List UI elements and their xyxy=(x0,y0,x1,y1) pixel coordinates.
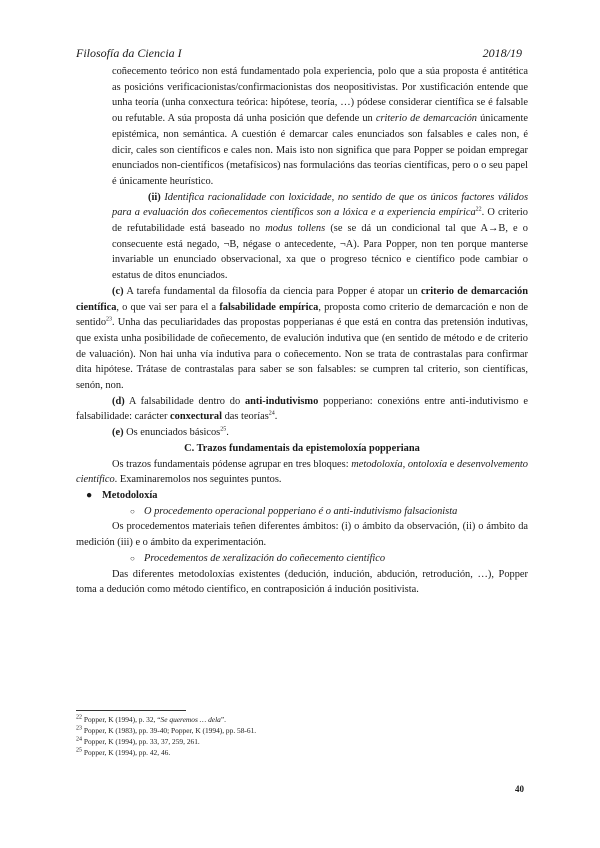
footnote-23: $^{23}$ Popper, K (1983), pp. 39-40; Popper, K (1994), pp. 58-61. xyxy=(76,725,257,735)
footnote-22: $^{22}$ Popper, K (1994), p. 32, “Se queremos … dela”. xyxy=(76,714,226,724)
body-text xyxy=(76,64,528,598)
section-heading: C. Trazos fundamentais da epistemoloxía popperiana xyxy=(184,442,420,454)
footnote-ref-22: 22 xyxy=(475,206,482,213)
footnote-separator xyxy=(76,710,186,711)
subbullet-xeralizacion: ○ Procedementos de xeralización do coñecemento científico xyxy=(76,551,528,567)
footnote-ref-25: 25 xyxy=(220,426,227,433)
paragraph-b1: coñecemento teórico non está fundamentado pola experiencia, polo que a súa proposta é antitética as posicións verificacionistas/confirmacionistas dos neopositivistas. Por xustificación entende que unha teoría (unha conxectura teórica: hipótese, teoría, …) pódese considerar científica se é falsable ou refutable. A súa proposta dá unha posición que defende un criterio de demarcación únicamente epistémica, non semántica. A cuestión é demarcar cales enunciados son falsables e cales non, é dicir, cales son científicos e cales non. Mais isto non significa que para Popper se poidan empregar enunciados non-científicos (metafísicos) nas formulacións das teorías científicas, pero o o seu papel é únicamente heurístico. xyxy=(112,66,528,187)
footnotes xyxy=(76,714,528,758)
header-academic-year: 2018/19 xyxy=(482,46,522,60)
footnote-24: $^{24}$ Popper, K (1994), pp. 33, 37, 259, 261. xyxy=(76,736,200,746)
footnote-ref-23: 23 xyxy=(106,316,113,323)
paragraph-e: (e) Os enunciados básicos$^{25}$. xyxy=(112,426,229,439)
footnote-25: $^{25}$ Popper, K (1994), pp. 42, 46. xyxy=(76,747,171,757)
bullet-dot-icon: ● xyxy=(86,489,93,501)
paragraph-ii: (ii) Identifica racionalidade con loxicidade, no sentido de que os únicos factores válidos para a evaluación dos coñecementos científicos son a lóxica e a experiencia empírica$^{22}$. O criterio de refutabilidade está baseado no modus tollens (se se dá un condicional tal que A→B, e o consecuente está negado, ¬B, négase o antecedente, ¬A). Para Popper, non ten porque manterse invariable un enunciado observacional, xa que o progreso técnico e científico pode cambiar o estatus de ditos enunciados. xyxy=(112,191,529,282)
header-course-title: Filosofía da Ciencia I xyxy=(76,46,182,60)
bullet-circle-icon: ○ xyxy=(130,506,135,516)
paragraph-c: (c) A tarefa fundamental da filosofía da ciencia para Popper é atopar un criterio de demarcación científica, o que vai ser para el a falsabilidade empírica, proposta como criterio de demarcación e non de sentido$^{23}$. Unha das peculiaridades das propostas popperianas é que está en contra das pretensión indutivas, que exista unha posibilidade de coñecemento, de evalución indutiva que (en sentido de método e de criterio de valuación). Non hai unha vía indutiva para o coñecemento. Non se trata de contrastalas para confirmar dita hipótese. Trátase de contrastalas para saber se son falsables: se cumpren tal criterio, son científicas, senón, non. xyxy=(76,285,529,392)
bullet-circle-icon: ○ xyxy=(130,553,135,563)
subbullet-procedemento: ○ O procedemento operacional popperiano é o anti-indutivismo falsacionista xyxy=(76,504,528,520)
bullet-metodoloxia: ● Metodoloxía xyxy=(76,488,528,504)
paragraph-metodoloxias: Das diferentes metodoloxías existentes (dedución, indución, abdución, retrodución, …), Popper toma a dedución como método científico, en contraposición á indución positivista. xyxy=(76,568,528,596)
paragraph-trazos: Os trazos fundamentais pódense agrupar en tres bloques: metodoloxía, ontoloxía e desenvolvemento científico. Examinaremolos nos seguintes puntos. xyxy=(76,458,528,486)
paragraph-d: (d) A falsabilidade dentro do anti-indutivismo popperiano: conexións entre anti-indutivismo e falsabilidade: carácter conxectural das teorías$^{24}$. xyxy=(76,395,528,423)
paragraph-procedementos: Os procedementos materiais teñen diferentes ámbitos: (i) o ámbito da observación, (ii) o ámbito da medición (iii) e o ámbito da experimentación. xyxy=(76,521,528,549)
page-number: 40 xyxy=(515,784,524,794)
footnote-ref-24: 24 xyxy=(268,411,275,417)
